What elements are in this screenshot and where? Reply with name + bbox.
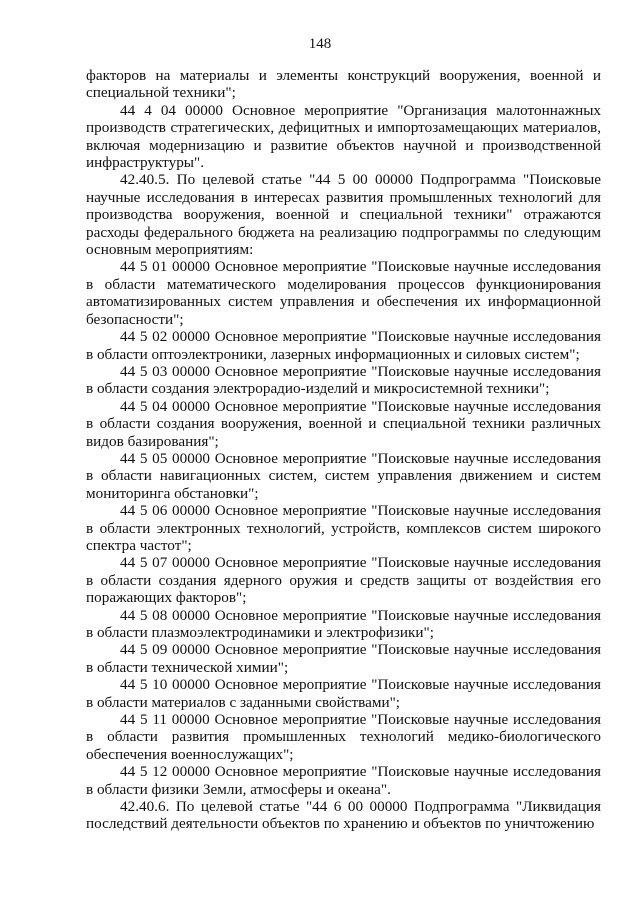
paragraph-section-42-40-6: 42.40.6. По целевой статье "44 6 00 00000 Подпрограмма "Ликвидация последствий деятельности объектов по хранению и объектов по уничтожению [86,798,601,833]
page-number: 148 [308,36,332,52]
paragraph-measure-44-5-07: 44 5 07 00000 Основное мероприятие "Поисковые научные исследования в области создания ядерного оружия и средств защиты от воздействия его поражающих факторов"; [86,554,601,607]
paragraph-measure-44-4-04: 44 4 04 00000 Основное мероприятие "Организация малотоннажных производств стратегических, дефицитных и импортозамещающих материалов, включая модернизацию и развитие объектов научной и производственной инфраструктуры". [86,101,601,172]
paragraph-measure-44-5-05: 44 5 05 00000 Основное мероприятие "Поисковые научные исследования в области навигационных систем, систем управления движением и систем мониторинга обстановки"; [86,449,601,502]
paragraph-continuation: факторов на материалы и элементы конструкций вооружения, военной и специальной техники"; [86,67,601,102]
paragraph-measure-44-5-12: 44 5 12 00000 Основное мероприятие "Поисковые научные исследования в области физики Земли, атмосферы и океана". [86,763,601,798]
paragraph-measure-44-5-04: 44 5 04 00000 Основное мероприятие "Поисковые научные исследования в области создания вооружения, военной и специальной техники различных видов базирования"; [86,397,601,450]
paragraph-measure-44-5-03: 44 5 03 00000 Основное мероприятие "Поисковые научные исследования в области создания электрорадио-изделий и микросистемной техники"; [86,362,601,398]
paragraph-section-42-40-5: 42.40.5. По целевой статье "44 5 00 00000 Подпрограмма "Поисковые научные исследования в интересах развития промышленных технологий для производства вооружения, военной и специальной техники" отражаются расходы федерального бюджета на реализацию подпрограммы по следующим основным мероприятиям: [86,171,601,259]
paragraph-measure-44-5-06: 44 5 06 00000 Основное мероприятие "Поисковые научные исследования в области электронных технологий, устройств, комплексов систем широкого спектра частот"; [86,502,601,554]
paragraph-measure-44-5-09: 44 5 09 00000 Основное мероприятие "Поисковые научные исследования в области технической химии"; [86,641,601,676]
paragraph-measure-44-5-02: 44 5 02 00000 Основное мероприятие "Поисковые научные исследования в области оптоэлектроники, лазерных информационных и силовых систем"; [86,328,601,363]
paragraph-measure-44-5-08: 44 5 08 00000 Основное мероприятие "Поисковые научные исследования в области плазмоэлектродинамики и электрофизики"; [86,606,601,641]
paragraph-measure-44-5-10: 44 5 10 00000 Основное мероприятие "Поисковые научные исследования в области материалов с заданными свойствами"; [86,676,601,711]
document-body [86,67,601,833]
paragraph-measure-44-5-11: 44 5 11 00000 Основное мероприятие "Поисковые научные исследования в области развития промышленных технологий медико-биологического обеспечения военнослужащих"; [86,711,601,763]
paragraph-measure-44-5-01: 44 5 01 00000 Основное мероприятие "Поисковые научные исследования в области математического моделирования процессов функционирования автоматизированных систем управления и обеспечения их информационной безопасности"; [86,258,601,328]
